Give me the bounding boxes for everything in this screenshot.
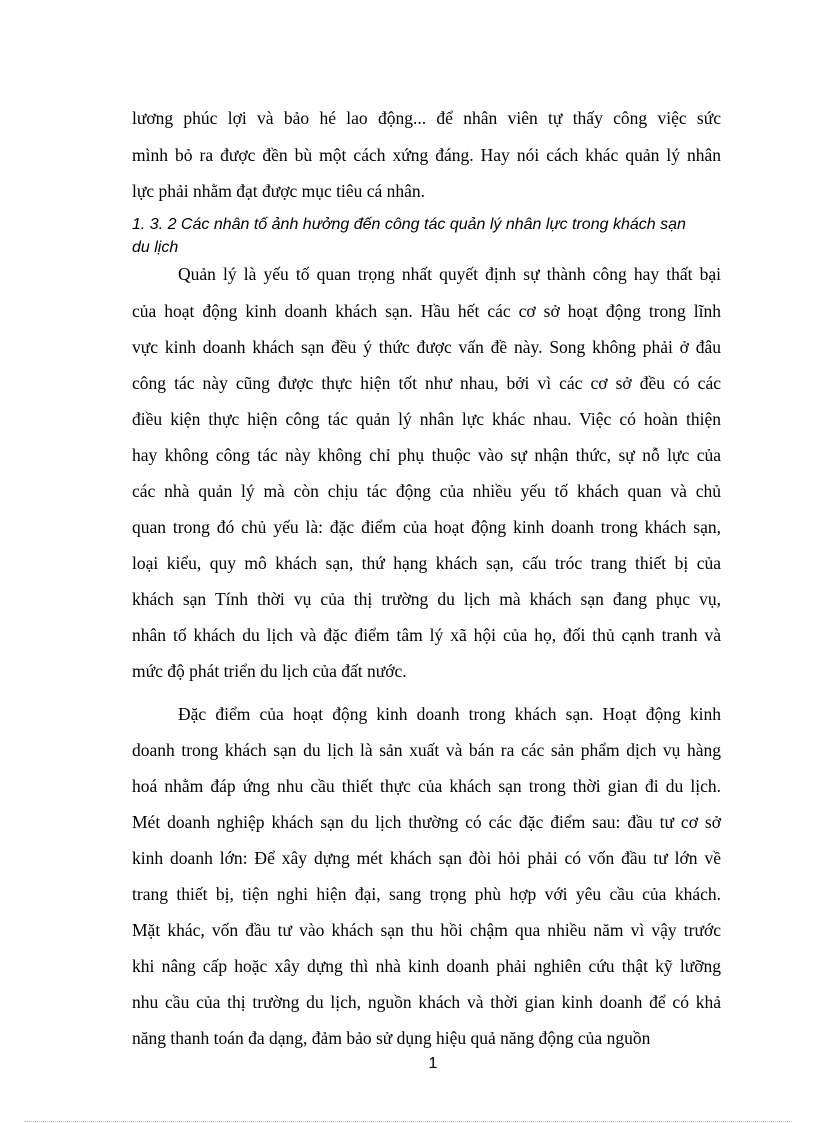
body-text-line: khách sạn Tính thời vụ của thị trường du lịch mà khách sạn đang phục vụ, bbox=[132, 589, 721, 609]
page-number: 1 bbox=[428, 1055, 438, 1072]
body-text-line: quan trong đó chủ yếu là: đặc điểm của hoạt động kinh doanh trong khách sạn, bbox=[132, 517, 721, 537]
body-text-line: khi nâng cấp hoặc xây dựng thì nhà kinh doanh phải nghiên cứu thật kỹ lưỡng bbox=[132, 956, 721, 976]
body-text-line: của hoạt động kinh doanh khách sạn. Hầu hết các cơ sở hoạt động trong lĩnh bbox=[132, 301, 721, 321]
body-text-line: loại kiểu, quy mô khách sạn, thứ hạng khách sạn, cấu tróc trang thiết bị của bbox=[132, 553, 721, 573]
body-text-line: lương phúc lợi và bảo hé lao động... để nhân viên tự thấy công việc sức bbox=[132, 108, 721, 128]
body-text-line: hay không công tác này không chỉ phụ thuộc vào sự nhận thức, sự nỗ lực của bbox=[132, 445, 721, 465]
page-bottom-rule bbox=[24, 1121, 792, 1122]
body-text-line: nhân tố khách du lịch và đặc điểm tâm lý xã hội của họ, đối thủ cạnh tranh và bbox=[132, 625, 721, 645]
body-text-line: hoá nhằm đáp ứng nhu cầu thiết thực của khách sạn trong thời gian đi du lịch. bbox=[132, 776, 721, 796]
section-heading-continued: du lịch bbox=[132, 239, 179, 256]
body-text-line: công tác này cũng được thực hiện tốt như nhau, bởi vì các cơ sở đều có các bbox=[132, 373, 721, 393]
body-text-line: doanh trong khách sạn du lịch là sản xuất và bán ra các sản phẩm dịch vụ hàng bbox=[132, 740, 721, 760]
body-text-line: mình bỏ ra được đền bù một cách xứng đáng. Hay nói cách khác quản lý nhân bbox=[132, 145, 721, 165]
paragraph-first-line: Đặc điểm của hoạt động kinh doanh trong khách sạn. Hoạt động kinh bbox=[178, 704, 721, 724]
body-text-line: mức độ phát triển du lịch của đất nước. bbox=[132, 661, 407, 681]
body-text-line: Mặt khác, vốn đầu tư vào khách sạn thu hồi chậm qua nhiều năm vì vậy trước bbox=[132, 920, 721, 940]
body-text-line: lực phải nhằm đạt được mục tiêu cá nhân. bbox=[132, 181, 426, 201]
body-text-line: điều kiện thực hiện công tác quản lý nhân lực khác nhau. Việc có hoàn thiện bbox=[132, 409, 721, 429]
body-text-line: trang thiết bị, tiện nghi hiện đại, sang trọng phù hợp với yêu cầu của khách. bbox=[132, 884, 721, 904]
body-text-line: kinh doanh lớn: Để xây dựng mét khách sạn đòi hỏi phải có vốn đầu tư lớn về bbox=[132, 848, 721, 868]
body-text-line: nhu cầu của thị trường du lịch, nguồn khách và thời gian kinh doanh để có khả bbox=[132, 992, 721, 1012]
body-text-line: các nhà quản lý mà còn chịu tác động của nhiều yếu tố khách quan và chủ bbox=[132, 481, 721, 501]
body-text-line: năng thanh toán đa dạng, đảm bảo sử dụng hiệu quả năng động của nguồn bbox=[132, 1028, 651, 1048]
body-text-line: Mét doanh nghiệp khách sạn du lịch thường có các đặc điểm sau: đầu tư cơ sở bbox=[132, 812, 721, 832]
body-text-line: vực kinh doanh khách sạn đều ý thức được vấn đề này. Song không phải ở đâu bbox=[132, 337, 721, 357]
section-heading: 1. 3. 2 Các nhân tố ảnh hưởng đến công tác quản lý nhân lực trong khách sạn bbox=[132, 216, 686, 233]
paragraph-first-line: Quản lý là yếu tố quan trọng nhất quyết định sự thành công hay thất bại bbox=[178, 264, 721, 284]
